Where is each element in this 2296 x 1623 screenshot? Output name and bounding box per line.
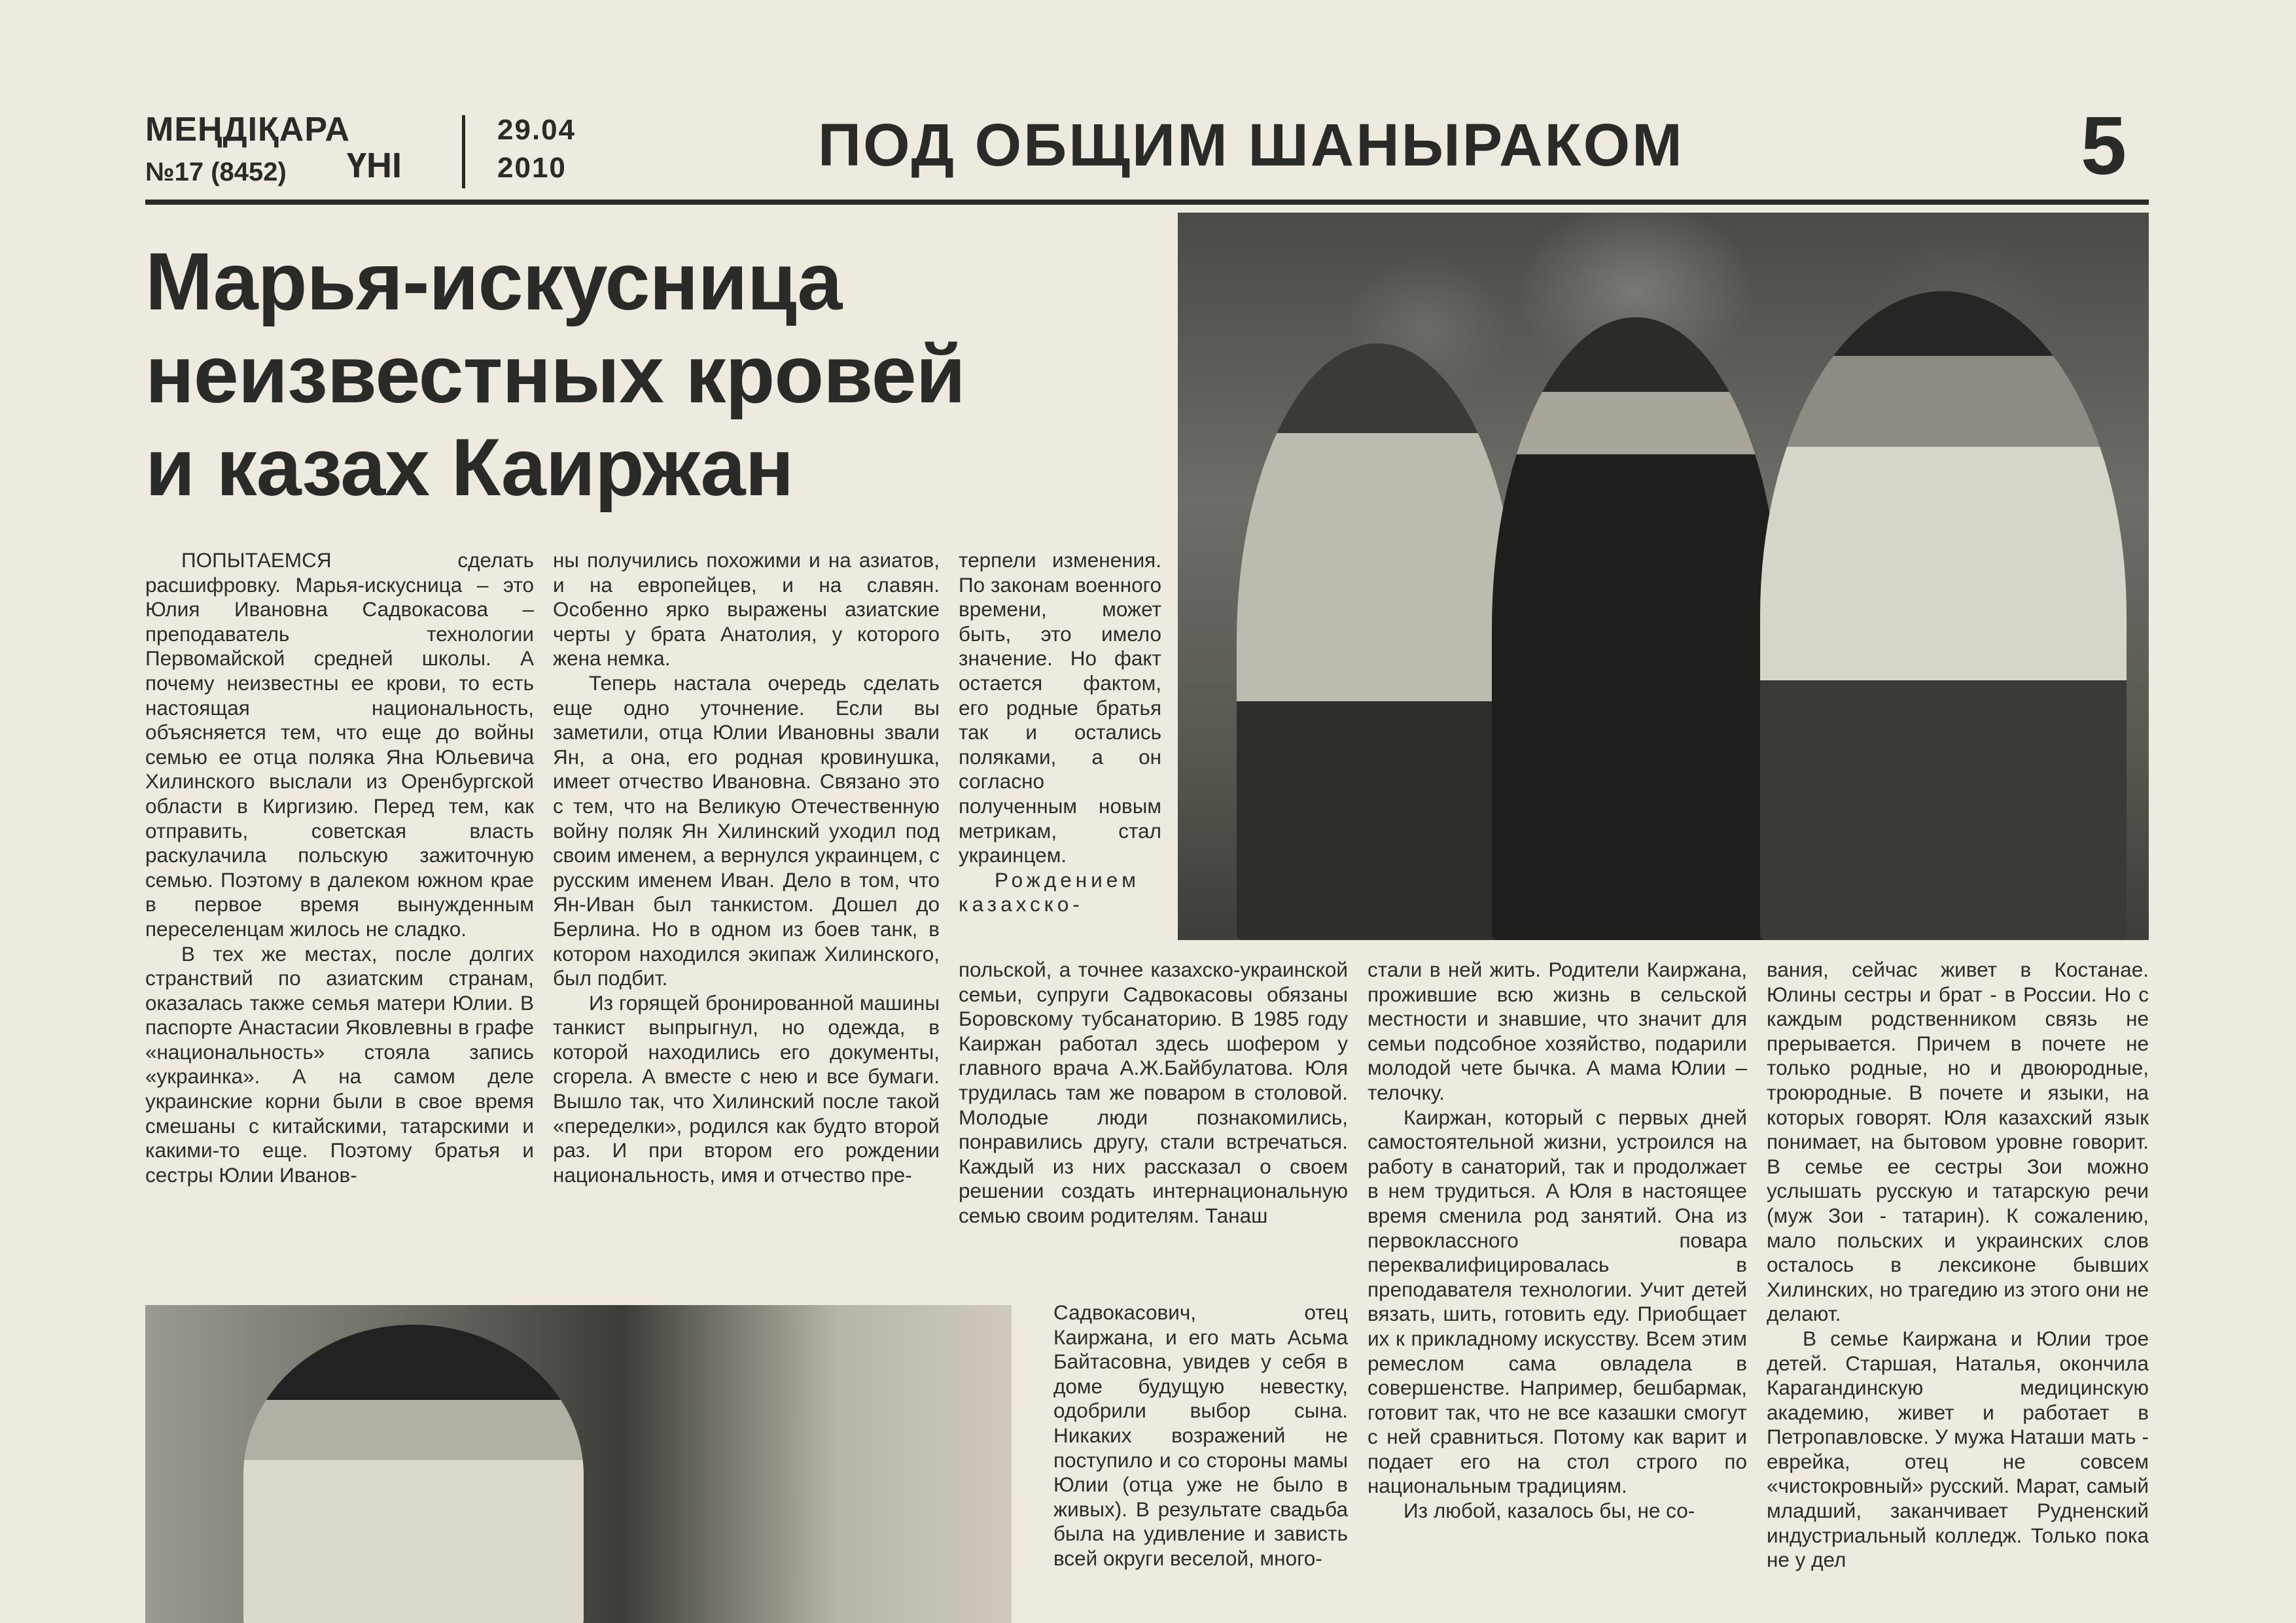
article-paragraph: стали в ней жить. Родители Каиржана, прожившие всю жизнь в сельской местности и знавшие, что значит для семьи подсобное хозяйство, подарили молодой чете бычка. А мама Юлии – телочку.	[1368, 958, 1747, 1104]
photo-figure-woman	[243, 1325, 584, 1623]
article-headline	[145, 236, 1153, 514]
article-paragraph: Садвокасович, отец Каиржана, и его мать Асьма Байтасовна, увидев у себя в доме будущую невестку, одобрили выбор сына. Никаких возражений не поступило и со стороны мамы Юлии (отца уже не было в живых). В результате свадьба была на удивление и зависть всей округи веселой, много-	[1053, 1300, 1348, 1570]
woman-at-work-photo	[145, 1305, 1012, 1623]
article-column-4	[1368, 958, 1747, 1524]
family-photo	[1178, 213, 2149, 940]
article-paragraph: ПОПЫТАЕМСЯ сделать расшифровку. Марья-искусница – это Юлия Ивановна Садвокасова – преподаватель технологии Первомайской средней школы. А почему неизвестны ее крови, то есть настоящая национальность, объясняется тем, что еще до войны семью ее отца поляка Яна Юльевича Хилинского выслали из Оренбургской области в Киргизию. Перед тем, как отправить, советская власть раскулачила польскую зажиточную семью. Поэтому в далеком южном крае в первое время вынужденным переселенцам жилось не сладко.	[145, 548, 534, 941]
photo-figure-woman	[1237, 343, 1518, 940]
article-paragraph: вания, сейчас живет в Костанае. Юлины сестры и брат - в России. Но с каждым родственником связь не прерывается. Причем в почете не только родные, но и двоюродные, троюродные. В почете и языки, на которых говорят. Юля казахский язык понимает, на бытовом уровне говорит. В семье ее сестры Зои можно услышать русскую и татарскую речи (муж Зои - татарин). К сожалению, мало польских и украинских слов осталось в лексиконе бывших Хилинских, но трагедию из этого они не делают.	[1767, 958, 2149, 1326]
article-paragraph: терпели изменения. По законам военного времени, может быть, это имело значение. Но факт остается фактом, его родные братья так и остались поляками, а он согласно полученным новым метрикам, стал украинцем.	[959, 548, 1161, 867]
article-paragraph: польской, а точнее казахско-украинской семьи, супруги Садвокасовы обязаны Боровскому тубсанаторию. В 1985 году Каиржан работал здесь шофером у главного врача А.Ж.Байбулатова. Юля трудилась там же поваром в столовой. Молодые люди познакомились, понравились другу, стали встречаться. Каждый из них рассказал о своем решении создать интернациональную семью своим родителям. Танаш	[959, 958, 1348, 1227]
article-paragraph: Теперь настала очередь сделать еще одно уточнение. Если вы заметили, отца Юлии Ивановны звали Ян, а она, его родная кровинушка, имеет отчество Ивановна. Связано это с тем, что на Великую Отечественную войну поляк Ян Хилинский уходил под своим именем, а вернулся украинцем, с русским именем Иван. Дело в том, что Ян-Иван был танкистом. Дошел до Берлина. Но в одном из боев танк, в котором находился экипаж Хилинского, был подбит.	[553, 671, 940, 990]
issue-date-year: 2010	[497, 152, 567, 184]
article-paragraph: В семье Каиржана и Юлии трое детей. Старшая, Наталья, окончила Карагандинскую медицинскую академию, живет и работает в Петропавловске. У мужа Наташи мать - еврейка, отец не совсем «чистокровный» русский. Марат, самый младший, заканчивает Рудненский индустриальный колледж. Только пока не у дел	[1767, 1326, 2149, 1572]
photo-figure-young-man	[1492, 317, 1780, 940]
article-paragraph: Рождением казахско-	[959, 867, 1140, 916]
article-column-5	[1767, 958, 2149, 1573]
article-column-2	[553, 548, 940, 1187]
headline-line: Марья-искусница	[145, 237, 842, 327]
issue-date	[497, 111, 576, 187]
article-column-1	[145, 548, 534, 1187]
masthead-divider	[462, 115, 465, 188]
newspaper-brand-suffix: ҮНІ	[347, 146, 402, 185]
article-paragraph: ны получились похожими и на азиатов, и на европейцев, и на славян. Особенно ярко выражены азиатские черты у брата Анатолия, у которого жена немка.	[553, 548, 940, 671]
article-paragraph: Из любой, казалось бы, не со-	[1404, 1499, 1695, 1523]
page-number: 5	[2081, 99, 2127, 192]
photo-figure-man	[1760, 291, 2127, 940]
article-column-3-lower	[959, 958, 1348, 1229]
issue-date-day: 29.04	[497, 114, 576, 146]
article-column-3-upper	[959, 548, 1161, 917]
article-column-3-beside-photo	[1053, 1300, 1348, 1571]
article-paragraph: В тех же местах, после долгих странствий по азиатским странам, оказалась также семья матери Юлии. В паспорте Анастасии Яковлевны в графе «национальность» стояла запись «украинка». А на самом деле украинские корни были в свое время смешаны с китайскими, татарскими и какими-то еще. Поэтому братья и сестры Юлии Иванов-	[145, 941, 534, 1187]
article-paragraph: Каиржан, который с первых дней самостоятельной жизни, устроился на работу в санаторий, так и продолжает в нем трудиться. А Юля в настоящее время сменила род занятий. Она из первоклассного повара переквалифицировалась в преподавателя технологии. Учит детей вязать, шить, готовить еду. Приобщает их к прикладному искусству. Всем этим ремеслом сама овладела в совершенстве. Например, бешбармак, готовит так, что не все казашки смогут с ней сравниться. Потому как варит и подает его на стол строго по национальным традициям.	[1368, 1105, 1747, 1498]
section-rubric: ПОД ОБЩИМ ШАНЫРАКОМ	[818, 112, 1684, 179]
newspaper-brand: МЕҢДІҚАРА	[145, 111, 351, 148]
headline-line: неизвестных кровей	[145, 330, 965, 420]
headline-line: и казах Каиржан	[145, 423, 794, 513]
issue-number: №17 (8452)	[145, 158, 287, 186]
article-paragraph: Из горящей бронированной машины танкист выпрыгнул, но одежда, в которой находились его документы, сгорела. А вместе с нею и все бумаги. Вышло так, что Хилинский после такой «переделки», родился как будто второй раз. И при втором его рождении национальность, имя и отчество пре-	[553, 990, 940, 1187]
header-rule	[145, 200, 2149, 205]
